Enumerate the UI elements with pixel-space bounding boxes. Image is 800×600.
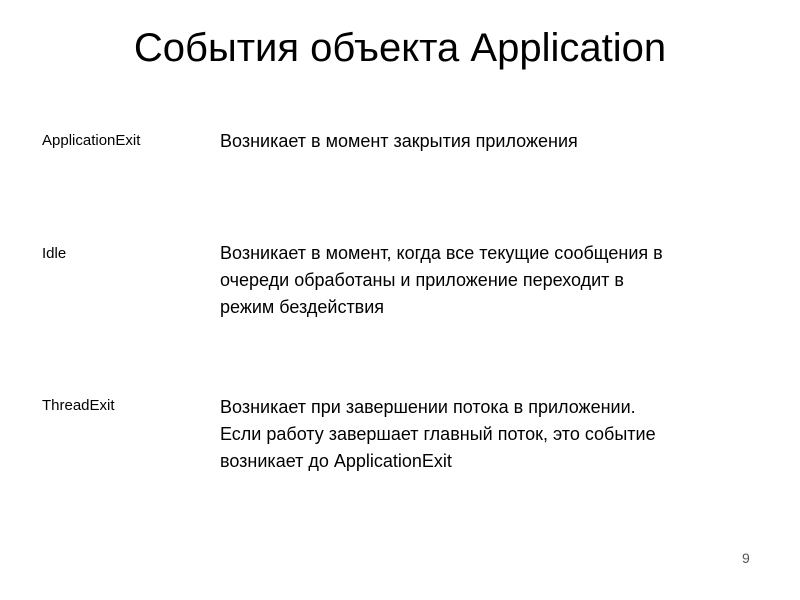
event-description [220, 128, 780, 155]
event-name: ApplicationExit [42, 132, 141, 149]
event-description-line: Если работу завершает главный поток, это событие [220, 424, 656, 444]
event-description-line: режим бездействия [220, 297, 385, 317]
event-description [220, 240, 780, 321]
event-description-line: Возникает в момент, когда все текущие сообщения в [220, 243, 663, 263]
page-number: 9 [742, 550, 750, 566]
event-description-line: Возникает в момент закрытия приложения [220, 131, 578, 151]
event-name: Idle [42, 245, 67, 262]
event-description-line: очереди обработаны и приложение переходит в [220, 270, 624, 290]
event-description [220, 394, 780, 475]
event-description-line: Возникает при завершении потока в приложении. [220, 397, 636, 417]
event-description-line: возникает до ApplicationExit [220, 451, 452, 471]
event-name: ThreadExit [42, 397, 115, 414]
slide-title: События объекта Application [133, 26, 667, 70]
